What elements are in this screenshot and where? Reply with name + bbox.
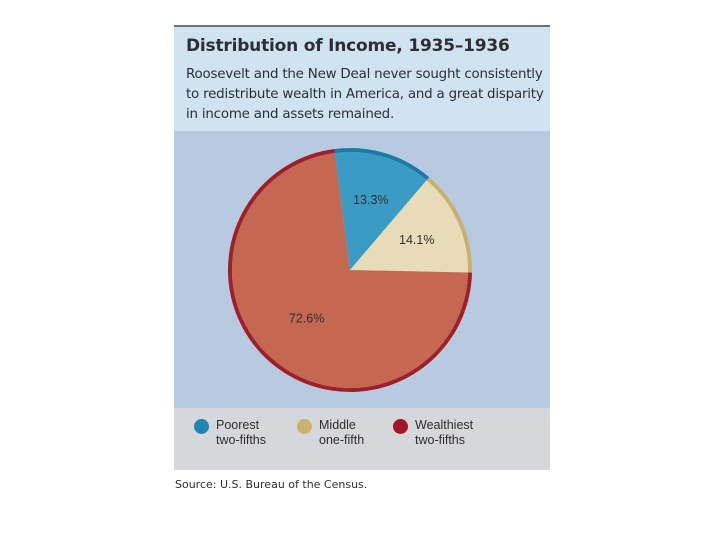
legend-swatch-wealthiest [393, 419, 408, 434]
legend-label-poorest: Poorest two-fifths [216, 418, 267, 447]
figure-card [174, 25, 550, 470]
figure-subtitle: Roosevelt and the New Deal never sought consistently to redistribute wealth in America, and a great disparity in income and assets remained. [186, 67, 544, 122]
figure-header [174, 25, 550, 131]
legend-swatch-middle [297, 419, 312, 434]
chart-area [174, 131, 550, 408]
pie-label-middle: 14.1% [399, 233, 435, 248]
figure-title: Distribution of Income, 1935–1936 [186, 36, 510, 56]
source-note: Source: U.S. Bureau of the Census. [175, 478, 368, 491]
legend-label-middle: Middle one-fifth [319, 418, 365, 447]
pie-label-poorest: 13.3% [353, 192, 389, 207]
pie-chart [174, 131, 550, 408]
legend-swatch-poorest [194, 419, 209, 434]
legend [174, 408, 550, 470]
legend-label-wealthiest: Wealthiest two-fifths [415, 418, 474, 447]
pie-label-wealthiest: 72.6% [288, 311, 325, 326]
